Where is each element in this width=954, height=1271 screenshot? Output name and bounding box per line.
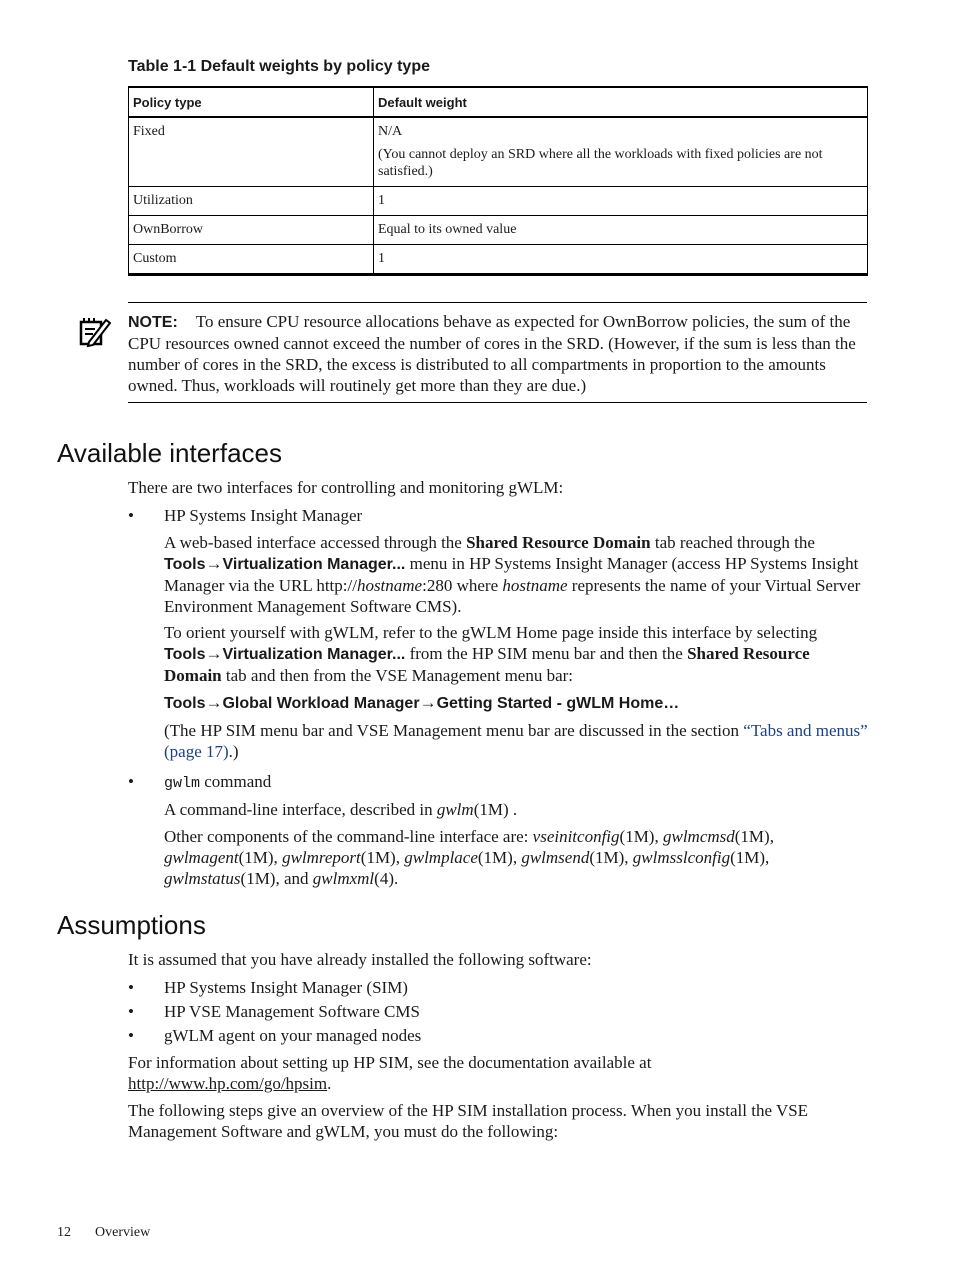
policy-cell: Utilization <box>129 187 374 216</box>
gwlm-code: gwlm <box>164 775 201 792</box>
bullet-marker: • <box>128 506 134 525</box>
bullet-marker: • <box>128 772 134 791</box>
bullet-marker: • <box>128 978 134 997</box>
hpsim-info: For information about setting up HP SIM, see the documentation available at http://www.hp.com/go/hpsim. <box>128 1053 652 1093</box>
section-heading-available-interfaces: Available interfaces <box>57 438 282 468</box>
cli-components: Other components of the command-line interface are: vseinitconfig(1M), gwlmcmsd(1M), gwlmagent(1M), gwlmreport(1M), gwlmplace(1M), gwlmsend(1M), gwlmsslconfig(1M), gwlmstatus(1M), and gwlmxml(4). <box>164 827 774 888</box>
weight-cell: Equal to its owned value <box>374 216 868 245</box>
shared-resource-domain-term: Shared Resource Domain <box>466 533 651 552</box>
footer-section: Overview <box>95 1225 151 1240</box>
cli-description: A command-line interface, described in gwlm(1M) . <box>164 800 518 819</box>
hp-sim-description: A web-based interface accessed through the Shared Resource Domain tab reached through the Tools→Virtualization Manager... menu in HP Systems Insight Manager (access HP Systems Insight Manager via the URL http://hostname:280 where hostname represents the name of your Virtual Server Environment Management Software CMS). <box>164 533 861 616</box>
orient-paragraph: To orient yourself with gWLM, refer to the gWLM Home page inside this interface by selecting Tools→Virtualization Manager... from the HP SIM menu bar and then the Shared Resource Domain tab and then from the VSE Management menu bar: <box>164 623 818 685</box>
note-text: To ensure CPU resource allocations behave as expected for OwnBorrow policies, the sum of the CPU resources owned cannot exceed the number of cores in the SRD. (However, if the sum is less than the number of cores in the SRD, the excess is distributed to all compartments in proportion to the amounts owned. Thus, workloads will routinely get more than they are due.) <box>128 312 856 395</box>
column-header: Default weight <box>374 87 868 117</box>
note-label: NOTE: <box>128 314 178 331</box>
policy-cell: Fixed <box>129 117 374 187</box>
menu-virtualization-manager: Virtualization Manager... <box>222 646 406 663</box>
list-item: HP Systems Insight Manager (SIM) <box>164 978 408 997</box>
page-number: 12 <box>57 1225 71 1240</box>
menu-virtualization-manager: Virtualization Manager... <box>222 556 406 573</box>
table-row <box>129 117 868 187</box>
arrow: → <box>205 554 223 573</box>
shared-resource-domain-term: Shared Resource Domain <box>164 644 810 685</box>
default-weights-table <box>128 86 868 276</box>
menu-tools: Tools <box>164 646 206 663</box>
list-item: HP VSE Management Software CMS <box>164 1002 420 1021</box>
table-row <box>129 216 868 245</box>
tabs-and-menus-link[interactable]: “Tabs and menus” (page 17) <box>164 721 868 761</box>
policy-cell: Custom <box>129 245 374 275</box>
note-box <box>128 302 867 403</box>
bullet-gwlm-command: gwlm command <box>164 772 272 792</box>
menu-path: Tools→Global Workload Manager→Getting Started - gWLM Home… <box>164 693 680 712</box>
table-row <box>129 187 868 216</box>
table-row <box>129 245 868 275</box>
bullet-marker: • <box>128 1026 134 1045</box>
table-header-row <box>129 87 868 117</box>
table-title: Table 1-1 Default weights by policy type <box>128 58 430 75</box>
menu-tools: Tools <box>164 556 206 573</box>
installation-steps-intro: The following steps give an overview of the HP SIM installation process. When you install the VSE Management Software and gWLM, you must do the following: <box>128 1101 809 1141</box>
weight-note: (You cannot deploy an SRD where all the workloads with fixed policies are not satisfied.) <box>378 147 823 179</box>
weight-cell: 1 <box>374 245 868 275</box>
hpsim-url-link[interactable]: http://www.hp.com/go/hpsim <box>128 1074 328 1093</box>
policy-cell: OwnBorrow <box>129 216 374 245</box>
weight-cell <box>374 117 868 187</box>
weight-cell: 1 <box>374 187 868 216</box>
column-header: Policy type <box>129 87 374 117</box>
bullet-marker: • <box>128 1002 134 1021</box>
list-item: gWLM agent on your managed nodes <box>164 1026 422 1045</box>
menu-bar-reference: (The HP SIM menu bar and VSE Management menu bar are discussed in the section “Tabs and menus” (page 17).) <box>164 721 868 761</box>
assumptions-intro: It is assumed that you have already installed the following software: <box>128 950 592 969</box>
section-heading-assumptions: Assumptions <box>57 910 206 940</box>
note-pencil-icon <box>79 314 111 348</box>
weight-value: N/A <box>378 124 403 139</box>
bullet-hp-sim: HP Systems Insight Manager <box>164 506 363 525</box>
available-intro: There are two interfaces for controlling and monitoring gWLM: <box>128 478 564 497</box>
